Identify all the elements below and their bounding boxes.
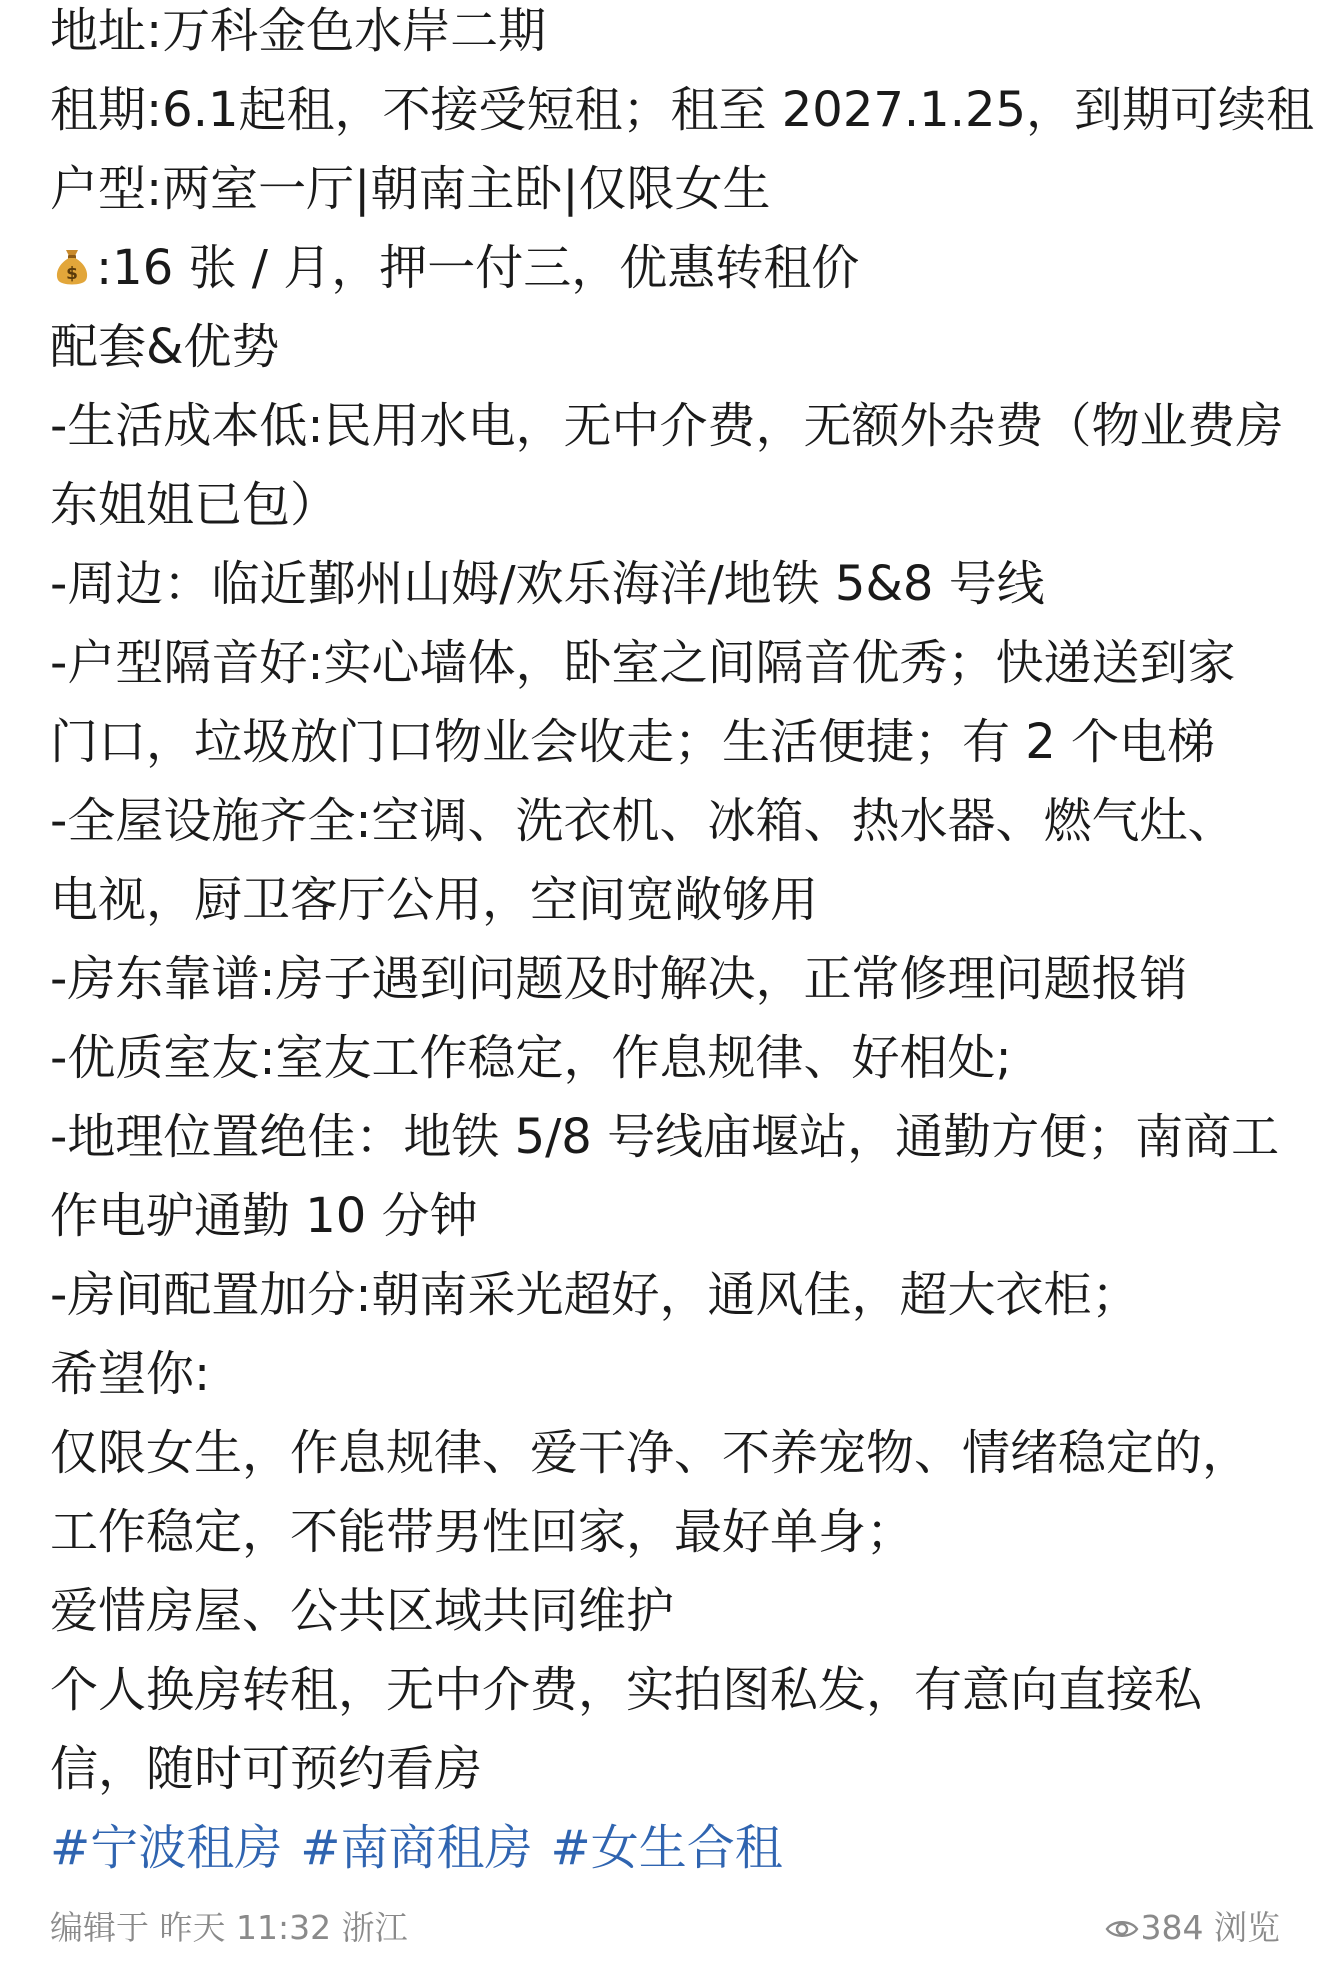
post-line-care: 爱惜房屋、公共区域共同维护 bbox=[50, 1583, 675, 1639]
view-count-text: 384 浏览 bbox=[1140, 1908, 1280, 1947]
post-line-requirements-cont: 工作稳定，不能带男性回家，最好单身； bbox=[50, 1504, 915, 1560]
post-body bbox=[50, 0, 1315, 1888]
post-line-facilities: -全屋设施齐全:空调、洗衣机、冰箱、热水器、燃气灶、 bbox=[50, 793, 1236, 849]
hashtag-link[interactable]: #女生合租 bbox=[550, 1820, 783, 1876]
post-line-facilities-cont: 电视，厨卫客厅公用，空间宽敞够用 bbox=[50, 872, 819, 928]
hashtag-row bbox=[50, 1809, 1290, 1888]
post-line-contact-cont: 信，随时可预约看房 bbox=[50, 1741, 483, 1797]
money-bag-icon bbox=[50, 233, 94, 284]
post-line-features-heading: 配套&优势 bbox=[50, 319, 280, 375]
post-line-lease-term: 租期:6.1起租，不接受短租；租至 2027.1.25，到期可续租 bbox=[50, 82, 1315, 138]
view-count bbox=[1105, 1898, 1280, 1958]
post-line-roommate: -优质室友:室友工作稳定，作息规律、好相处; bbox=[50, 1030, 1012, 1086]
eye-icon bbox=[1105, 1900, 1139, 1924]
edited-timestamp: 编辑于 昨天 11:32 浙江 bbox=[50, 1908, 408, 1947]
price-text: :16 张 / 月，押一付三，优惠转租价 bbox=[96, 240, 860, 296]
post-line-location: -地理位置绝佳：地铁 5/8 号线庙堰站，通勤方便；南商工 bbox=[50, 1109, 1280, 1165]
post-line-price bbox=[50, 229, 1290, 308]
post-footer bbox=[50, 1898, 1280, 1958]
svg-text:$: $ bbox=[66, 264, 78, 284]
post-line-location-cont: 作电驴通勤 10 分钟 bbox=[50, 1188, 478, 1244]
post-line-contact: 个人换房转租，无中介费，实拍图私发，有意向直接私 bbox=[50, 1662, 1203, 1718]
post-line-address: 地址:万科金色水岸二期 bbox=[50, 3, 547, 59]
post-line-layout: 户型:两室一厅|朝南主卧|仅限女生 bbox=[50, 161, 771, 217]
post-line-living-cost-cont: 东姐姐已包） bbox=[50, 477, 339, 533]
post-line-living-cost: -生活成本低:民用水电，无中介费，无额外杂费（物业费房 bbox=[50, 398, 1284, 454]
hashtag-link[interactable]: #宁波租房 bbox=[50, 1820, 283, 1876]
post-line-requirements: 仅限女生，作息规律、爱干净、不养宠物、情绪稳定的， bbox=[50, 1425, 1251, 1481]
post-line-surroundings: -周边：临近鄞州山姆/欢乐海洋/地铁 5&8 号线 bbox=[50, 556, 1045, 612]
post-line-soundproof: -户型隔音好:实心墙体，卧室之间隔音优秀；快递送到家 bbox=[50, 635, 1236, 691]
post-line-room-config: -房间配置加分:朝南采光超好，通风佳，超大衣柜； bbox=[50, 1267, 1140, 1323]
post-line-hope-heading: 希望你: bbox=[50, 1346, 211, 1402]
post-line-soundproof-cont: 门口，垃圾放门口物业会收走；生活便捷；有 2 个电梯 bbox=[50, 714, 1216, 770]
post-line-landlord: -房东靠谱:房子遇到问题及时解决，正常修理问题报销 bbox=[50, 951, 1188, 1007]
hashtag-link[interactable]: #南商租房 bbox=[300, 1820, 533, 1876]
